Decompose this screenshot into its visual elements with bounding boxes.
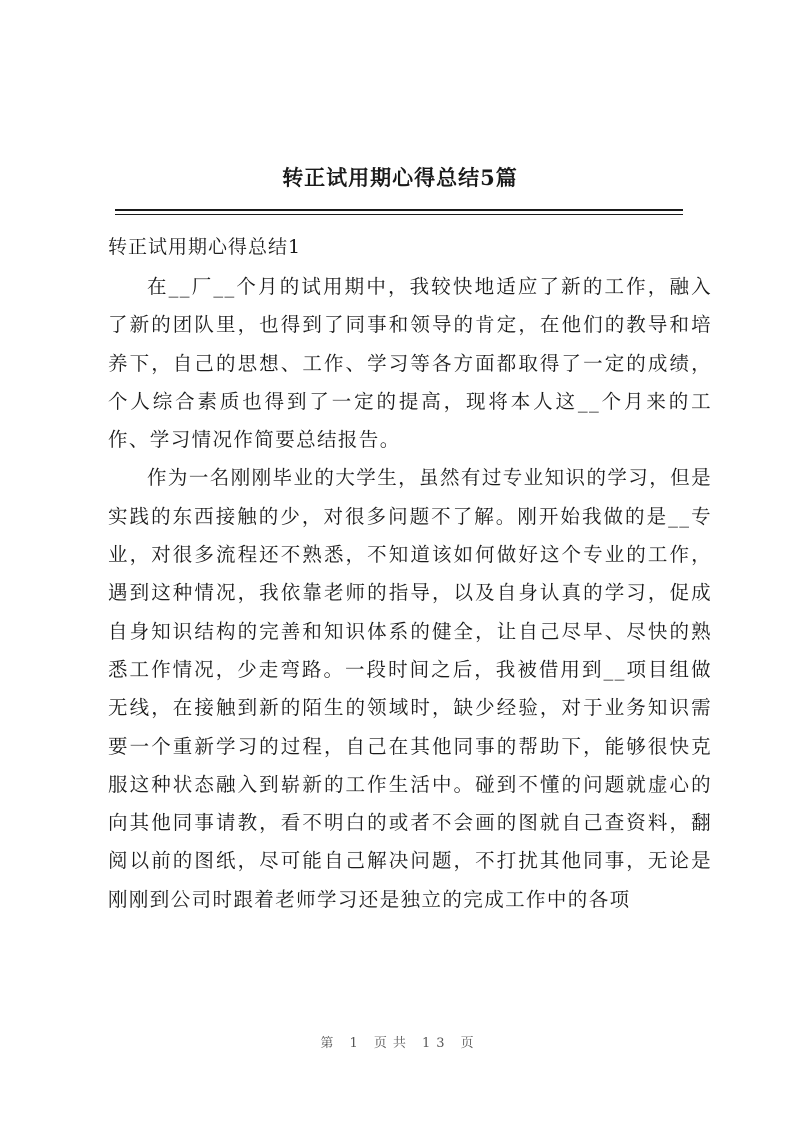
paragraph-1: 在__厂__个月的试用期中，我较快地适应了新的工作，融入了新的团队里，也得到了同事和领导的肯定，在他们的教导和培养下，自己的思想、工作、学习等各方面都取得了一定的成绩，个人综合素质也得到了一定的提高，现将本人这__个月来的工作、学习情况作简要总结报告。 — [108, 275, 712, 452]
page-footer: 第 1 页共 13 页 — [320, 1036, 480, 1051]
title-divider-thick — [115, 209, 683, 211]
paragraph-2: 作为一名刚刚毕业的大学生，虽然有过专业知识的学习，但是实践的东西接触的少，对很多问题不了解。刚开始我做的是__专业，对很多流程还不熟悉，不知道该如何做好这个专业的工作，遇到这种情况，我依靠老师的指导，以及自身认真的学习，促成自身知识结构的完善和知识体系的健全，让自己尽早、尽快的熟悉工作情况，少走弯路。一段时间之后，我被借用到__项目组做无线，在接触到新的陌生的领域时，缺少经验，对于业务知识需要一个重新学习的过程，自己在其他同事的帮助下，能够很快克服这种状态融入到崭新的工作生活中。碰到不懂的问题就虚心的向其他同事请教，看不明白的或者不会画的图就自己查资料，翻阅以前的图纸，尽可能自己解决问题，不打扰其他同事，无论是刚刚到公司时跟着老师学习还是独立的完成工作中的各项 — [108, 466, 712, 911]
title-divider-thin — [115, 214, 683, 215]
document-title: 转正试用期心得总结5篇 — [282, 165, 518, 190]
body-text — [108, 268, 712, 919]
section-heading: 转正试用期心得总结1 — [108, 236, 302, 258]
